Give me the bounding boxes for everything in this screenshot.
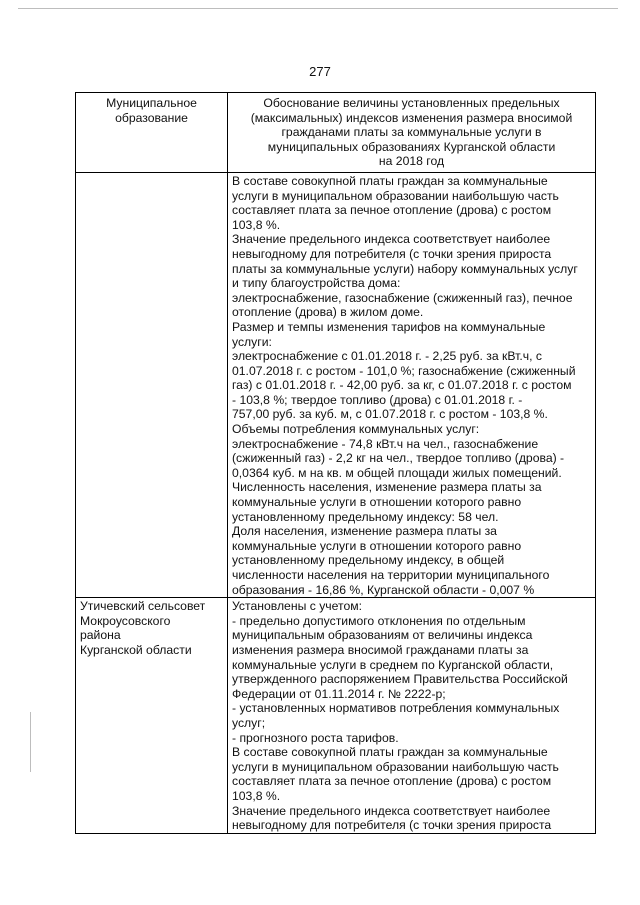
text-line: утвержденного распоряжением Правительства Российской [232,672,568,687]
header-justification [228,93,596,173]
header-line: на 2018 год [378,154,445,169]
text-line: электроснабжение, газоснабжение (сжиженный газ), печное [232,290,573,305]
text-line: невыгодному для потребителя (с точки зрения прироста [232,246,552,261]
text-line: коммунальные услуги в отношении которого равно [232,538,522,553]
header-line: муниципальных образованиях Курганской области [267,139,556,154]
text-line: составляет плата за печное отопление (дрова) с ростом [232,774,552,789]
text-line: отопление (дрова) в жилом доме. [232,305,424,320]
text-line: 01.07.2018 г. с ростом - 101,0 %; газоснабжение (сжиженный [232,363,576,378]
text-line: численности населения на территории муниципального [232,568,550,582]
page-number: 277 [309,64,331,79]
text-line: электроснабжение с 01.01.2018 г. - 2,25 руб. за кВт.ч, с [232,349,542,364]
text-line: - установленных нормативов потребления коммунальных [232,701,560,716]
text-line: установленному предельному индексу: 58 чел. [232,509,499,524]
municipality-line: района [80,628,121,643]
text-line: 103,8 %. [232,217,281,232]
text-line: - прогнозного роста тарифов. [232,730,399,745]
text-line: и типу благоустройства дома: [232,276,401,291]
text-line: образования - 16,86 %, Курганской области - 0,007 % [232,582,535,597]
table-row [76,598,596,834]
text-line: Доля населения, изменение размера платы за [232,524,497,539]
scan-artifact-left [30,712,31,772]
header-line: гражданами платы за коммунальные услуги в [281,125,542,140]
table-header-row [76,93,596,173]
table-row [76,172,596,597]
header-municipality [76,93,228,173]
text-line: В составе совокупной платы граждан за коммунальные [232,173,548,188]
header-line: Муниципальное [106,96,197,110]
justification-cell [228,598,596,834]
municipality-cell [76,172,228,597]
text-line: изменения размера вносимой гражданами платы за [232,642,529,657]
municipality-line: Утичевский сельсовет [80,599,206,614]
text-line: Значение предельного индекса соответствует наиболее [232,803,551,818]
text-line: Численность населения, изменение размера платы за [232,480,542,495]
text-line: услуги в муниципальном образовании наибольшую часть [232,759,559,774]
text-line: Значение предельного индекса соответствует наиболее [232,232,551,247]
text-line: Установлены с учетом: [232,599,362,614]
municipality-cell [76,598,228,834]
tariff-justification-table [75,92,596,834]
text-line: 757,00 руб. за куб. м, с 01.07.2018 г. с ростом - 103,8 %. [232,407,548,422]
text-line: установленному предельному индексу, в общей [232,553,505,568]
text-line: муниципальным образованиям от величины индекса [232,628,533,643]
text-line: составляет плата за печное отопление (дрова) с ростом [232,203,552,218]
text-line: услуги в муниципальном образовании наибольшую часть [232,188,559,203]
header-line: образование [115,110,188,125]
text-line: газ) с 01.01.2018 г. - 42,00 руб. за кг, с 01.07.2018 г. с ростом [232,378,572,393]
text-line: 0,0364 куб. м на кв. м общей площади жилых помещений. [232,465,562,480]
text-line: Федерации от 01.11.2014 г. № 2222-р; [232,686,446,701]
municipality-line: Курганской области [80,642,192,657]
text-line: Объемы потребления коммунальных услуг: [232,422,480,437]
text-line: - предельно допустимого отклонения по отдельным [232,613,526,628]
text-line: услуги: [232,334,272,349]
text-line: электроснабжение - 74,8 кВт.ч на чел., газоснабжение [232,436,539,451]
text-line: - 103,8 %; твердое топливо (дрова) с 01.01.2018 г. - [232,392,523,407]
text-line: коммунальные услуги в отношении которого равно [232,495,522,510]
text-line: (сжиженный газ) - 2,2 кг на чел., твердое топливо (дрова) - [232,451,565,466]
text-line: Размер и темпы изменения тарифов на коммунальные [232,319,546,334]
justification-cell [228,172,596,597]
text-line: невыгодному для потребителя (с точки зрения прироста [232,818,552,833]
text-line: услуг; [232,715,266,730]
header-line: (максимальных) индексов изменения размера вносимой [250,110,573,125]
text-line: 103,8 %. [232,788,281,803]
municipality-line: Мокроусовского [80,613,171,628]
header-line: Обоснование величины установленных предельных [263,96,560,110]
scan-artifact-top [18,8,618,9]
text-line: коммунальные услуги в среднем по Курганской области, [232,657,554,672]
text-line: В составе совокупной платы граждан за коммунальные [232,745,548,760]
text-line: платы за коммунальные услуги) набору коммунальных услуг [232,261,578,276]
